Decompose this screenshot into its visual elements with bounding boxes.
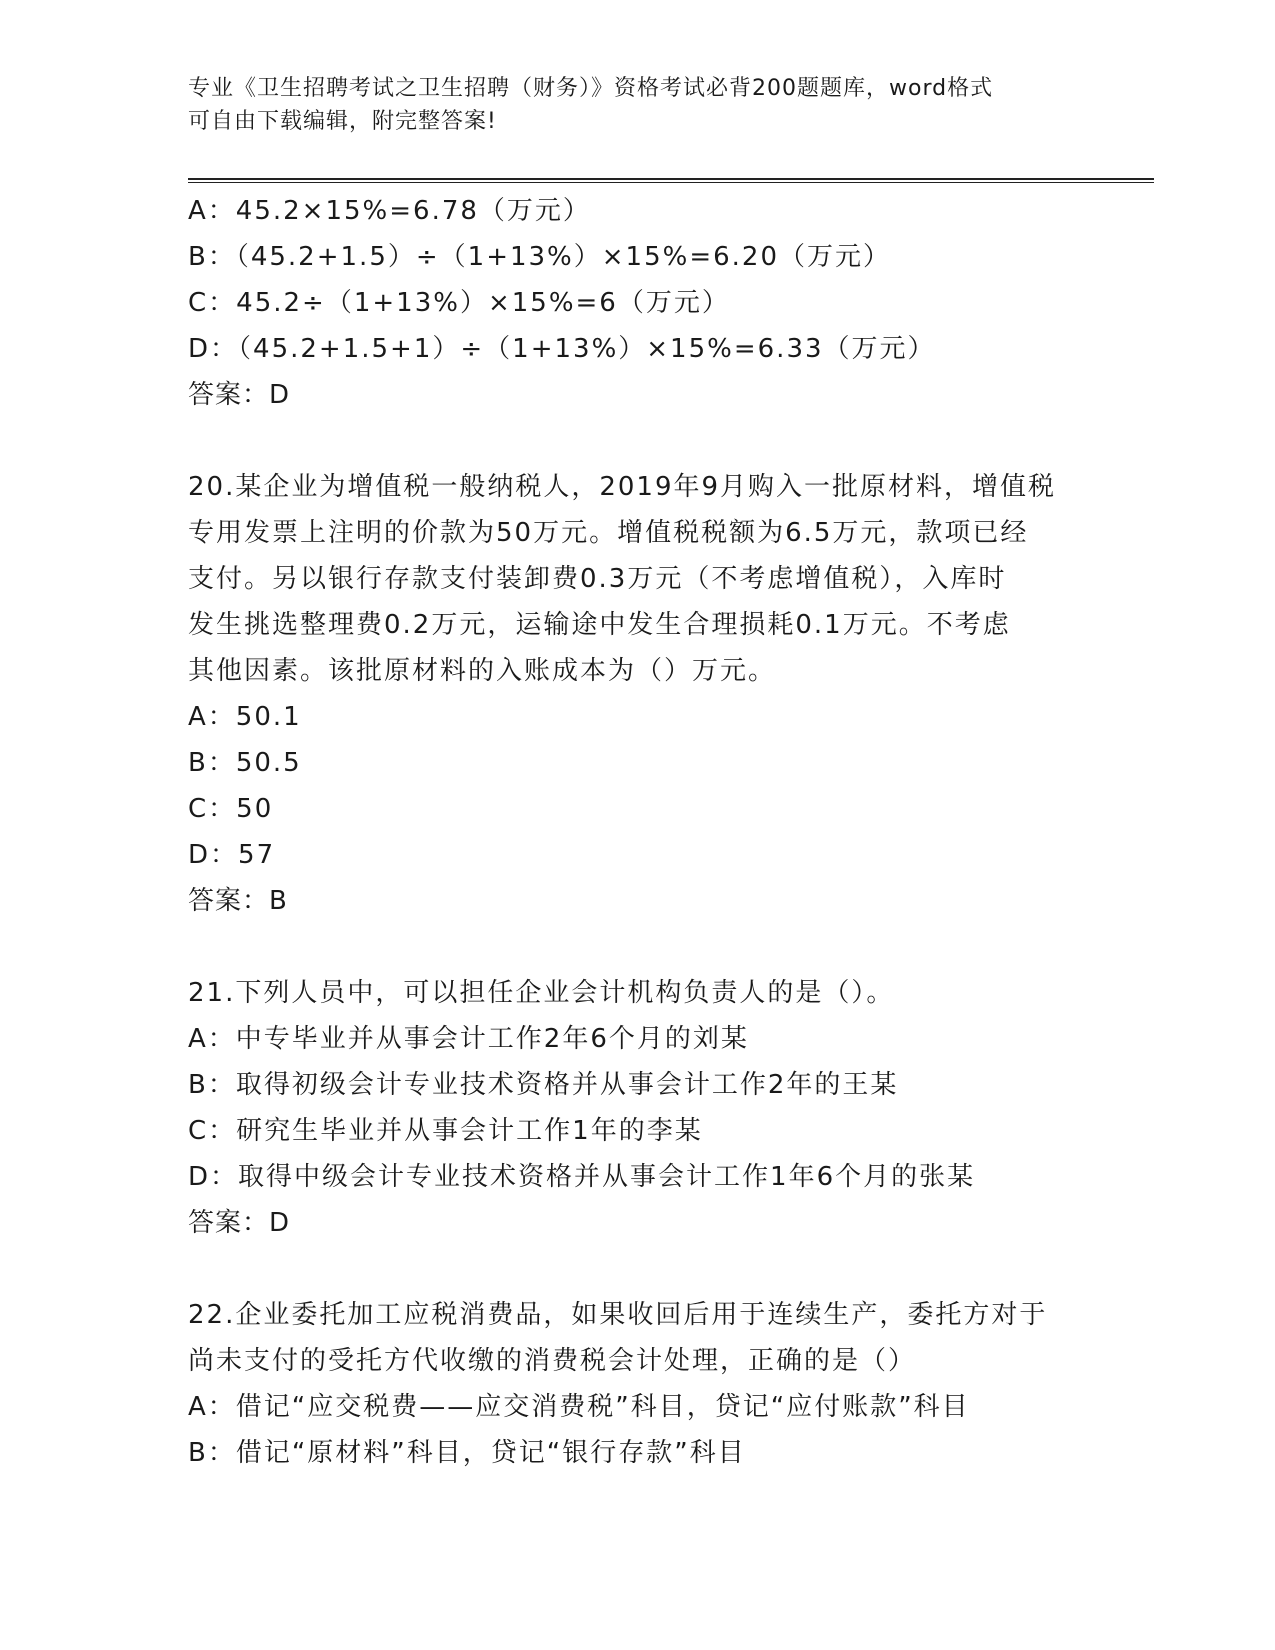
option-c: C：45.2÷（1+13%）×15%=6（万元） [188,288,730,318]
option-b: B：借记“原材料”科目，贷记“银行存款”科目 [188,1438,746,1468]
option-b: B：50.5 [188,748,302,778]
question-text: 21.下列人员中，可以担任企业会计机构负责人的是（）。 [188,978,895,1008]
spacer [188,418,1088,464]
question-19 [188,188,1088,418]
option-d: D：（45.2+1.5+1）÷（1+13%）×15%=6.33（万元） [188,334,936,364]
question-text: 尚未支付的受托方代收缴的消费税会计处理，正确的是（） [188,1346,917,1376]
question-text: 20.某企业为增值税一般纳税人，2019年9月购入一批原材料，增值税 [188,472,1057,502]
answer: 答案：B [188,886,288,916]
option-a: A：借记“应交税费——应交消费税”科目，贷记“应付账款”科目 [188,1392,970,1422]
option-a: A：50.1 [188,702,302,732]
option-d: D：57 [188,840,276,870]
page-header [188,72,1088,138]
option-c: C：研究生毕业并从事会计工作1年的李某 [188,1116,703,1146]
header-divider [188,178,1154,183]
header-title-line-1: 专业《卫生招聘考试之卫生招聘（财务）》资格考试必背200题题库，word格式 [188,76,994,101]
option-b: B：取得初级会计专业技术资格并从事会计工作2年的王某 [188,1070,899,1100]
answer: 答案：D [188,1208,291,1238]
header-title-line-2: 可自由下载编辑，附完整答案! [188,109,497,134]
option-a: A：45.2×15%=6.78（万元） [188,196,591,226]
question-list [188,188,1088,1476]
question-22 [188,1292,1088,1476]
question-text: 22.企业委托加工应税消费品，如果收回后用于连续生产，委托方对于 [188,1300,1048,1330]
question-text: 专用发票上注明的价款为50万元。增值税税额为6.5万元，款项已经 [188,518,1029,548]
answer: 答案：D [188,380,291,410]
question-21 [188,970,1088,1246]
option-d: D：取得中级会计专业技术资格并从事会计工作1年6个月的张某 [188,1162,976,1192]
spacer [188,1246,1088,1292]
question-text: 发生挑选整理费0.2万元，运输途中发生合理损耗0.1万元。不考虑 [188,610,1011,640]
question-text: 其他因素。该批原材料的入账成本为（）万元。 [188,656,777,686]
question-text: 支付。另以银行存款支付装卸费0.3万元（不考虑增值税），入库时 [188,564,1007,594]
option-c: C：50 [188,794,274,824]
option-b: B：（45.2+1.5）÷（1+13%）×15%=6.20（万元） [188,242,892,272]
spacer [188,924,1088,970]
question-20 [188,464,1088,924]
option-a: A：中专毕业并从事会计工作2年6个月的刘某 [188,1024,749,1054]
